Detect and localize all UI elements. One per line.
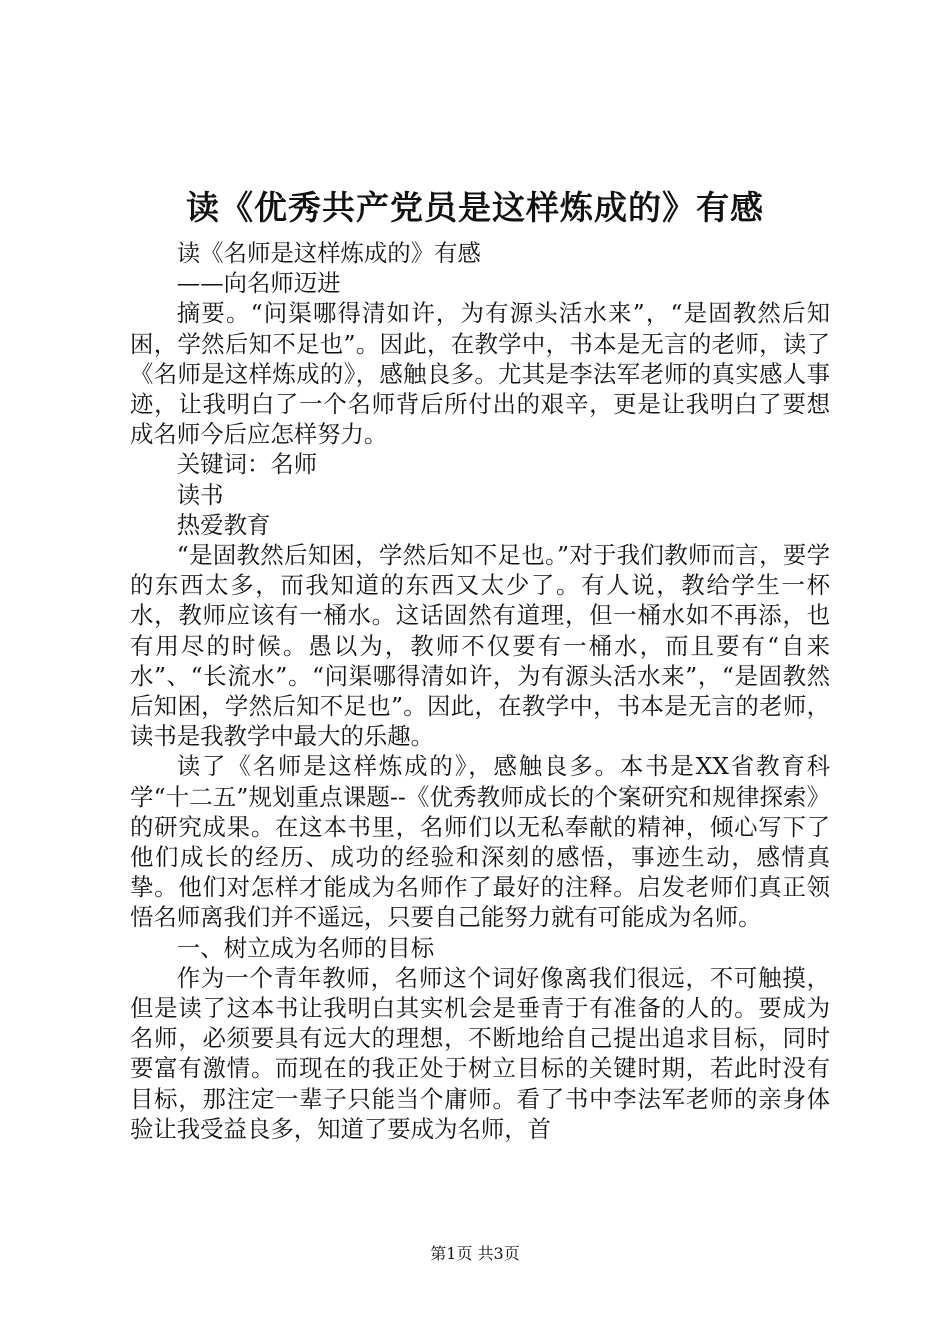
keyword-item: 读书 [176,480,224,509]
document-title: 读《优秀共产党员是这样炼成的》有感 [186,188,764,227]
body-paragraph: “是固教然后知困，学然后知不足也。”对于我们教师而言，要学的东西太多，而我知道的东西又太少了。有人说，教给学生一杯水，教师应该有一桶水。这话固然有道理，但一桶水如不再添，也有用尽的时候。愚以为，教师不仅要有一桶水，而且要有“自来水”、“长流水”。“问渠哪得清如许，为有源头活水来”，“是固教然后知困，学然后知不足也”。因此，在教学中，书本是无言的老师，读书是我教学中最大的乐趣。 [130,541,830,751]
keyword-item: 热爱教育 [176,510,271,539]
subtitle: 读《名师是这样炼成的》有感 [176,239,481,267]
keywords-line: 关键词：名师 [176,450,318,479]
section-heading: 一、树立成为名师的目标 [176,933,435,962]
body-paragraph: 作为一个青年教师，名师这个词好像离我们很远，不可触摸，但是读了这本书让我明白其实机会是垂青于有准备的人的。要成为名师，必须要具有远大的理想，不断地给自己提出追求目标，同时要富有激情。而现在的我正处于树立目标的关键时期，若此时没有目标，那注定一辈子只能当个庸师。看了书中李法军老师的亲身体验让我受益良多，知道了要成为名师，首 [130,963,830,1143]
page-footer: 第1页 共3页 [430,1244,520,1263]
body-paragraph: 读了《名师是这样炼成的》，感触良多。本书是XX省教育科学“十二五”规划重点课题--《优秀教师成长的个案研究和规律探索》的研究成果。在这本书里，名师们以无私奉献的精神，倾心写下了他们成长的经历、成功的经验和深刻的感悟，事迹生动，感情真挚。他们对怎样才能成为名师作了最好的注释。启发老师们真正领悟名师离我们并不遥远，只要自己能努力就有可能成为名师。 [130,752,830,932]
document-body [130,238,830,1144]
abstract-paragraph: 摘要。“问渠哪得清如许，为有源头活水来”，“是固教然后知困，学然后知不足也”。因此，在教学中，书本是无言的老师，读了《名师是这样炼成的》，感触良多。尤其是李法军老师的真实感人事迹，让我明白了一个名师背后所付出的艰辛，更是让我明白了要想成名师今后应怎样努力。 [130,299,830,449]
subtitle-line: ——向名师迈进 [176,269,341,298]
